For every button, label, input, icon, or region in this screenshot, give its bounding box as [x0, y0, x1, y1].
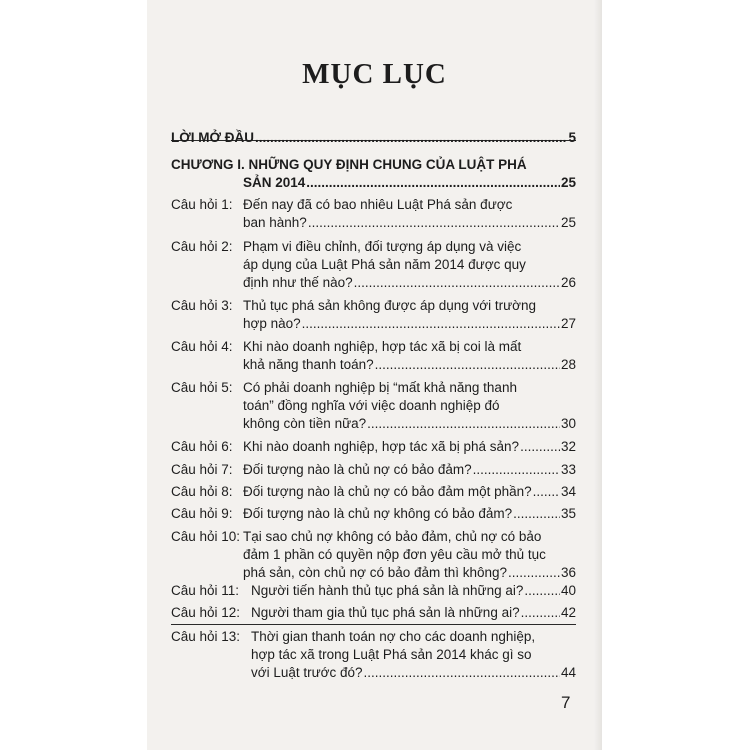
question-last-line	[243, 484, 576, 500]
toc-entry-text: Đối tượng nào là chủ nợ không có bảo đảm?	[243, 506, 513, 521]
toc-entry-text: Người tham gia thủ tục phá sản là những ai?	[251, 605, 520, 620]
toc-page-number: 44	[560, 665, 576, 680]
leader-dots	[364, 665, 560, 681]
leader-dots	[302, 316, 560, 332]
leader-dots	[255, 130, 567, 146]
leader-dots	[375, 357, 560, 373]
toc-entry-text: Người tiến hành thủ tục phá sản là những ai?	[251, 583, 524, 598]
toc-entry-preface	[171, 130, 576, 146]
question-last-line	[243, 565, 576, 581]
question-last-line	[243, 275, 576, 291]
question-text-line: đảm 1 phần có quyền nộp đơn yêu cầu mở thủ tục	[243, 547, 546, 562]
question-text-line: Tại sao chủ nợ không có bảo đảm, chủ nợ có bảo	[243, 529, 542, 544]
toc-page-number: 25	[560, 215, 576, 230]
toc-entry-text: Đối tượng nào là chủ nợ có bảo đảm?	[243, 462, 472, 477]
question-last-line	[251, 583, 576, 599]
toc-entry-text: Đối tượng nào là chủ nợ có bảo đảm một phần?	[243, 484, 532, 499]
question-label: Câu hỏi 10:	[171, 529, 241, 544]
question-label: Câu hỏi 9:	[171, 506, 233, 521]
toc-entry-text: định như thế nào?	[243, 275, 353, 290]
question-label: Câu hỏi 1:	[171, 197, 233, 212]
question-text-line: Phạm vi điều chỉnh, đối tượng áp dụng và việc	[243, 239, 522, 254]
question-last-line	[243, 357, 576, 373]
toc-page-number: 26	[560, 275, 576, 290]
chapter-heading-last	[243, 175, 576, 191]
toc-entry-text: hợp nào?	[243, 316, 301, 331]
question-text-line: Có phải doanh nghiệp bị “mất khả năng thanh	[243, 380, 517, 395]
toc-page-number: 5	[568, 130, 576, 145]
leader-dots	[354, 275, 560, 291]
toc-entry-text: ban hành?	[243, 215, 307, 230]
leader-dots	[513, 506, 560, 522]
toc-page-number: 25	[560, 175, 576, 190]
question-label: Câu hỏi 12:	[171, 605, 241, 620]
question-last-line	[243, 215, 576, 231]
question-label: Câu hỏi 2:	[171, 239, 233, 254]
leader-dots	[306, 175, 560, 191]
toc-page-number: 40	[560, 583, 576, 598]
toc-page-number: 36	[560, 565, 576, 580]
question-last-line	[243, 439, 576, 455]
page-title: MỤC LỤC	[302, 58, 447, 90]
question-label: Câu hỏi 5:	[171, 380, 233, 395]
question-label: Câu hỏi 13:	[171, 629, 241, 644]
toc-page-number: 28	[560, 357, 576, 372]
question-last-line	[243, 506, 576, 522]
toc-page-number: 33	[560, 462, 576, 477]
toc-entry-text: với Luật trước đó?	[251, 665, 363, 680]
question-text-line: áp dụng của Luật Phá sản năm 2014 được quy	[243, 257, 526, 272]
toc-entry-text: không còn tiền nữa?	[243, 416, 367, 431]
toc-entry-text: phá sản, còn chủ nợ có bảo đảm thì không?	[243, 565, 508, 580]
page-number: 7	[561, 693, 571, 712]
toc-page-number: 30	[560, 416, 576, 431]
leader-dots	[533, 484, 560, 500]
toc-page-number: 32	[560, 439, 576, 454]
question-label: Câu hỏi 3:	[171, 298, 233, 313]
question-last-line	[251, 665, 576, 681]
question-label: Câu hỏi 11:	[171, 583, 240, 598]
toc-entry-text: khả năng thanh toán?	[243, 357, 374, 372]
question-last-line	[251, 605, 576, 621]
question-text-line: Thủ tục phá sản không được áp dụng với trường	[243, 298, 537, 313]
question-text-line: Thời gian thanh toán nợ cho các doanh nghiệp,	[251, 629, 536, 644]
leader-dots	[520, 439, 560, 455]
question-label: Câu hỏi 8:	[171, 484, 233, 499]
question-text-line: Khi nào doanh nghiệp, hợp tác xã bị coi là mất	[243, 339, 522, 354]
toc-page-number: 35	[560, 506, 576, 521]
question-last-line	[243, 316, 576, 332]
question-label: Câu hỏi 4:	[171, 339, 233, 354]
leader-dots	[367, 416, 560, 432]
toc-entry-text: LỜI MỞ ĐẦU	[171, 130, 255, 145]
leader-dots	[308, 215, 560, 231]
leader-dots	[508, 565, 560, 581]
leader-dots	[521, 605, 560, 621]
toc-entry-text: SẢN 2014	[243, 175, 306, 190]
question-text-line: hợp tác xã trong Luật Phá sản 2014 khác gì so	[251, 647, 532, 662]
chapter-heading-line: CHƯƠNG I. NHỮNG QUY ĐỊNH CHUNG CỦA LUẬT PHÁ	[171, 157, 527, 172]
toc-page-number: 34	[560, 484, 576, 499]
leader-dots	[473, 462, 560, 478]
book-page	[147, 0, 602, 750]
question-last-line	[243, 416, 576, 432]
question-text-line: toán” đồng nghĩa với việc doanh nghiệp đó	[243, 398, 500, 413]
question-last-line	[243, 462, 576, 478]
leader-dots	[524, 583, 560, 599]
question-label: Câu hỏi 6:	[171, 439, 233, 454]
divider-bottom	[171, 624, 576, 625]
toc-page-number: 42	[560, 605, 576, 620]
toc-entry-text: Khi nào doanh nghiệp, hợp tác xã bị phá sản?	[243, 439, 520, 454]
question-label: Câu hỏi 7:	[171, 462, 233, 477]
toc-page-number: 27	[560, 316, 576, 331]
question-text-line: Đến nay đã có bao nhiêu Luật Phá sản được	[243, 197, 513, 212]
